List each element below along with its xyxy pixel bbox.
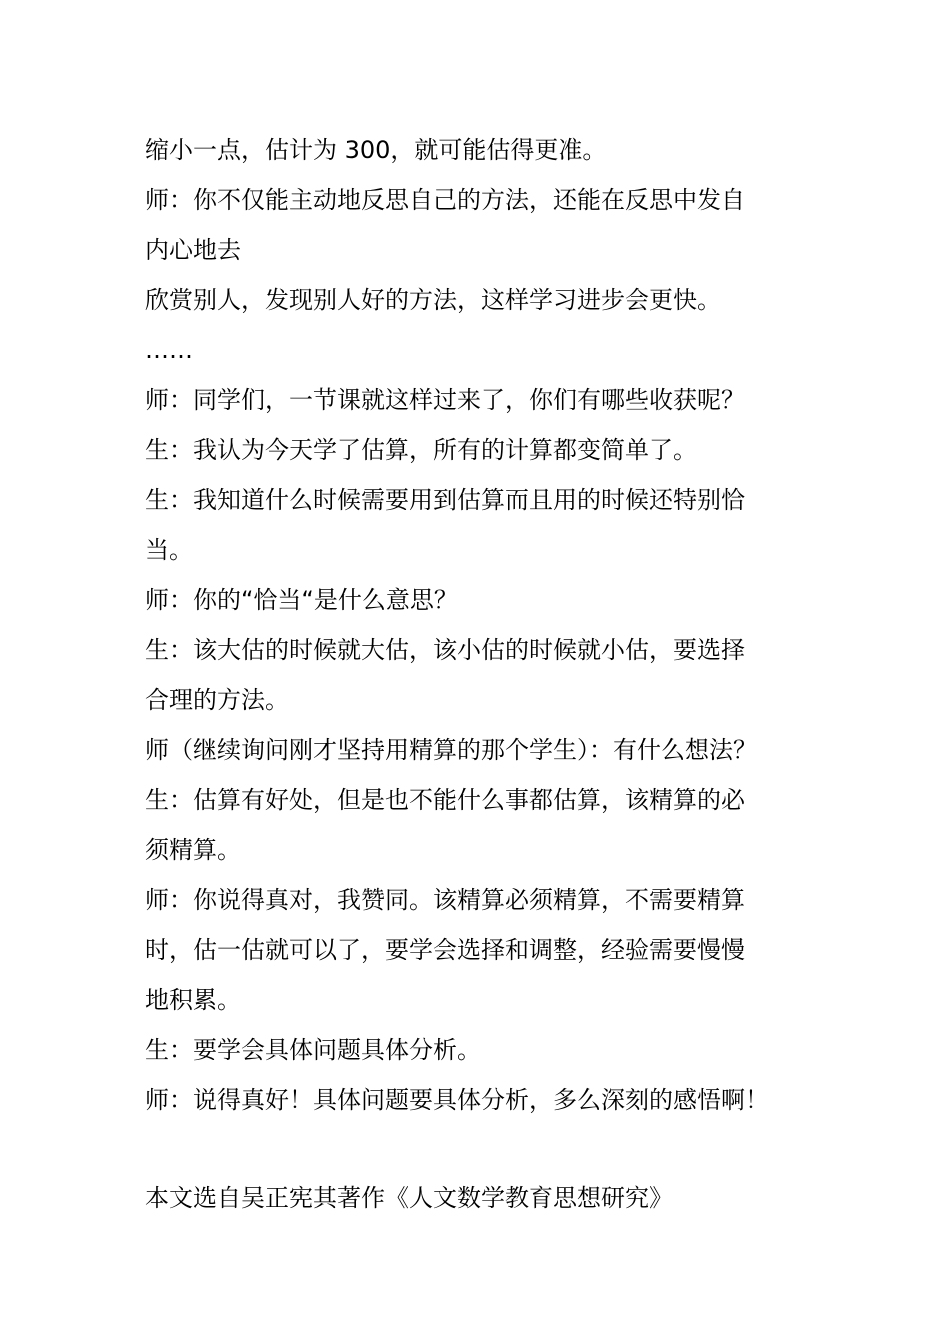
text-line: 生：我知道什么时候需要用到估算而且用的时候还特别恰 — [145, 486, 745, 514]
text-line: 内心地去 — [145, 236, 241, 264]
text-line: 生：该大估的时候就大估，该小估的时候就小估，要选择 — [145, 636, 745, 664]
text-line: 缩小一点，估计为 300，就可能估得更准。 — [145, 136, 607, 164]
text-line: 合理的方法。 — [145, 686, 289, 714]
text-line: 师（继续询问刚才坚持用精算的那个学生）：有什么想法？ — [145, 736, 757, 764]
text-line: 师：你不仅能主动地反思自己的方法，还能在反思中发自 — [145, 186, 745, 214]
source-note: 本文选自吴正宪其著作《人文数学教育思想研究》 — [145, 1184, 673, 1212]
text-line: 师：你的“恰当“是什么意思？ — [145, 586, 458, 614]
text-line: 生：估算有好处，但是也不能什么事都估算，该精算的必 — [145, 786, 745, 814]
text-line: 师：说得真好！具体问题要具体分析，多么深刻的感悟啊！ — [145, 1086, 769, 1114]
text-line: 当。 — [145, 536, 193, 564]
text-line: 地积累。 — [145, 986, 241, 1014]
text-line: 师：你说得真对，我赞同。该精算必须精算，不需要精算 — [145, 886, 745, 914]
text-line: 时，估一估就可以了，要学会选择和调整，经验需要慢慢 — [145, 936, 745, 964]
text-line: 须精算。 — [145, 836, 241, 864]
text-line: 生：我认为今天学了估算，所有的计算都变简单了。 — [145, 436, 697, 464]
text-line: 生：要学会具体问题具体分析。 — [145, 1036, 481, 1064]
ellipsis-line: …… — [145, 336, 193, 364]
text-line: 欣赏别人，发现别人好的方法，这样学习进步会更快。 — [145, 286, 721, 314]
text-line: 师：同学们，一节课就这样过来了，你们有哪些收获呢？ — [145, 386, 745, 414]
